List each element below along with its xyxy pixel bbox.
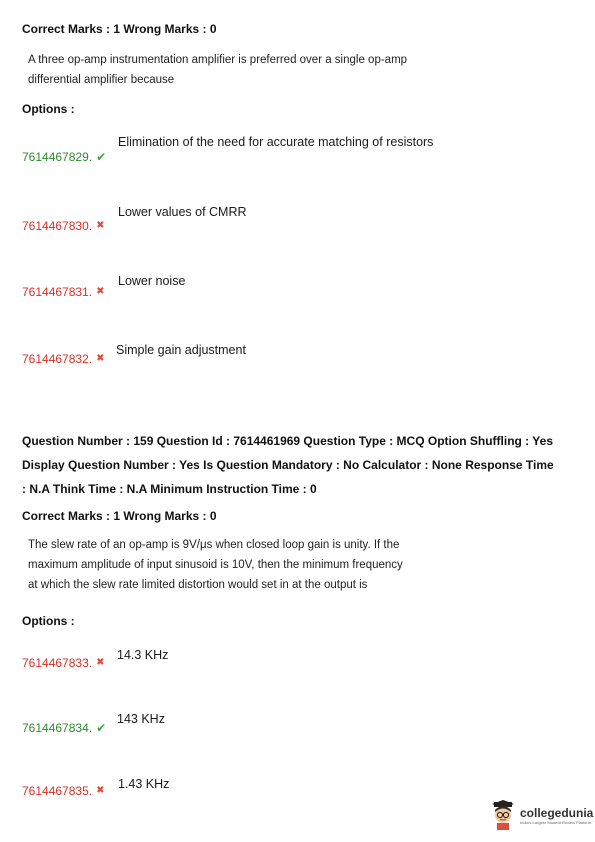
- q2-option-id-2: 7614467834. ✔: [22, 721, 107, 735]
- q1-options-label: Options :: [22, 102, 75, 116]
- q2-text-line: at which the slew rate limited distortion would set in at the output is: [28, 579, 368, 591]
- q2-option-text-1: 14.3 KHz: [117, 648, 169, 662]
- cross-icon: ✖: [96, 785, 105, 796]
- q1-option-id-2: 7614467830. ✖: [22, 219, 105, 233]
- q2-marks: Correct Marks : 1 Wrong Marks : 0: [22, 509, 217, 523]
- q2-meta: [22, 429, 582, 501]
- logo-tagline: India's Largest Student Review Platform: [520, 819, 592, 825]
- q1-text-line: differential amplifier because: [28, 74, 175, 86]
- q2-text-line: maximum amplitude of input sinusoid is 10V, then the minimum frequency: [28, 559, 403, 571]
- q2-option-id-3: 7614467835. ✖: [22, 784, 105, 798]
- collegedunia-logo: [490, 800, 593, 830]
- student-mascot-icon: [490, 800, 516, 830]
- q2-option-id-1: 7614467833. ✖: [22, 656, 105, 670]
- q1-text-line: A three op-amp instrumentation amplifier is preferred over a single op-amp: [28, 54, 408, 66]
- cross-icon: ✖: [96, 220, 105, 231]
- q1-marks: Correct Marks : 1 Wrong Marks : 0: [22, 22, 217, 36]
- q1-option-id-3: 7614467831. ✖: [22, 285, 105, 299]
- logo-text: [520, 806, 593, 825]
- q2-options-label: Options :: [22, 614, 75, 628]
- q2-text-line: The slew rate of an op-amp is 9V/μs when closed loop gain is unity. If the: [28, 539, 400, 551]
- q1-text: [28, 50, 407, 90]
- q1-option-id-4: 7614467832. ✖: [22, 352, 105, 366]
- q2-option-text-3: 1.43 KHz: [118, 777, 170, 791]
- cross-icon: ✖: [96, 286, 105, 297]
- q1-option-text-4: Simple gain adjustment: [116, 343, 246, 357]
- q2-text: [28, 535, 403, 595]
- q1-option-text-2: Lower values of CMRR: [118, 205, 247, 219]
- q2-meta-line: : N.A Think Time : N.A Minimum Instruction Time : 0: [22, 482, 317, 496]
- q1-option-text-3: Lower noise: [118, 274, 186, 288]
- logo-name: collegedunia: [520, 805, 594, 820]
- q1-option-text-1: Elimination of the need for accurate matching of resistors: [118, 135, 434, 149]
- cross-icon: ✖: [96, 353, 105, 364]
- checkmark-icon: ✔: [96, 721, 107, 735]
- q2-option-text-2: 143 KHz: [117, 712, 165, 726]
- q1-option-id-1: 7614467829. ✔: [22, 150, 107, 164]
- checkmark-icon: ✔: [96, 150, 107, 164]
- q2-meta-line: Display Question Number : Yes Is Question Mandatory : No Calculator : None Response Time: [22, 458, 554, 472]
- q2-meta-line: Question Number : 159 Question Id : 7614461969 Question Type : MCQ Option Shuffling : Yes: [22, 434, 553, 448]
- cross-icon: ✖: [96, 657, 105, 668]
